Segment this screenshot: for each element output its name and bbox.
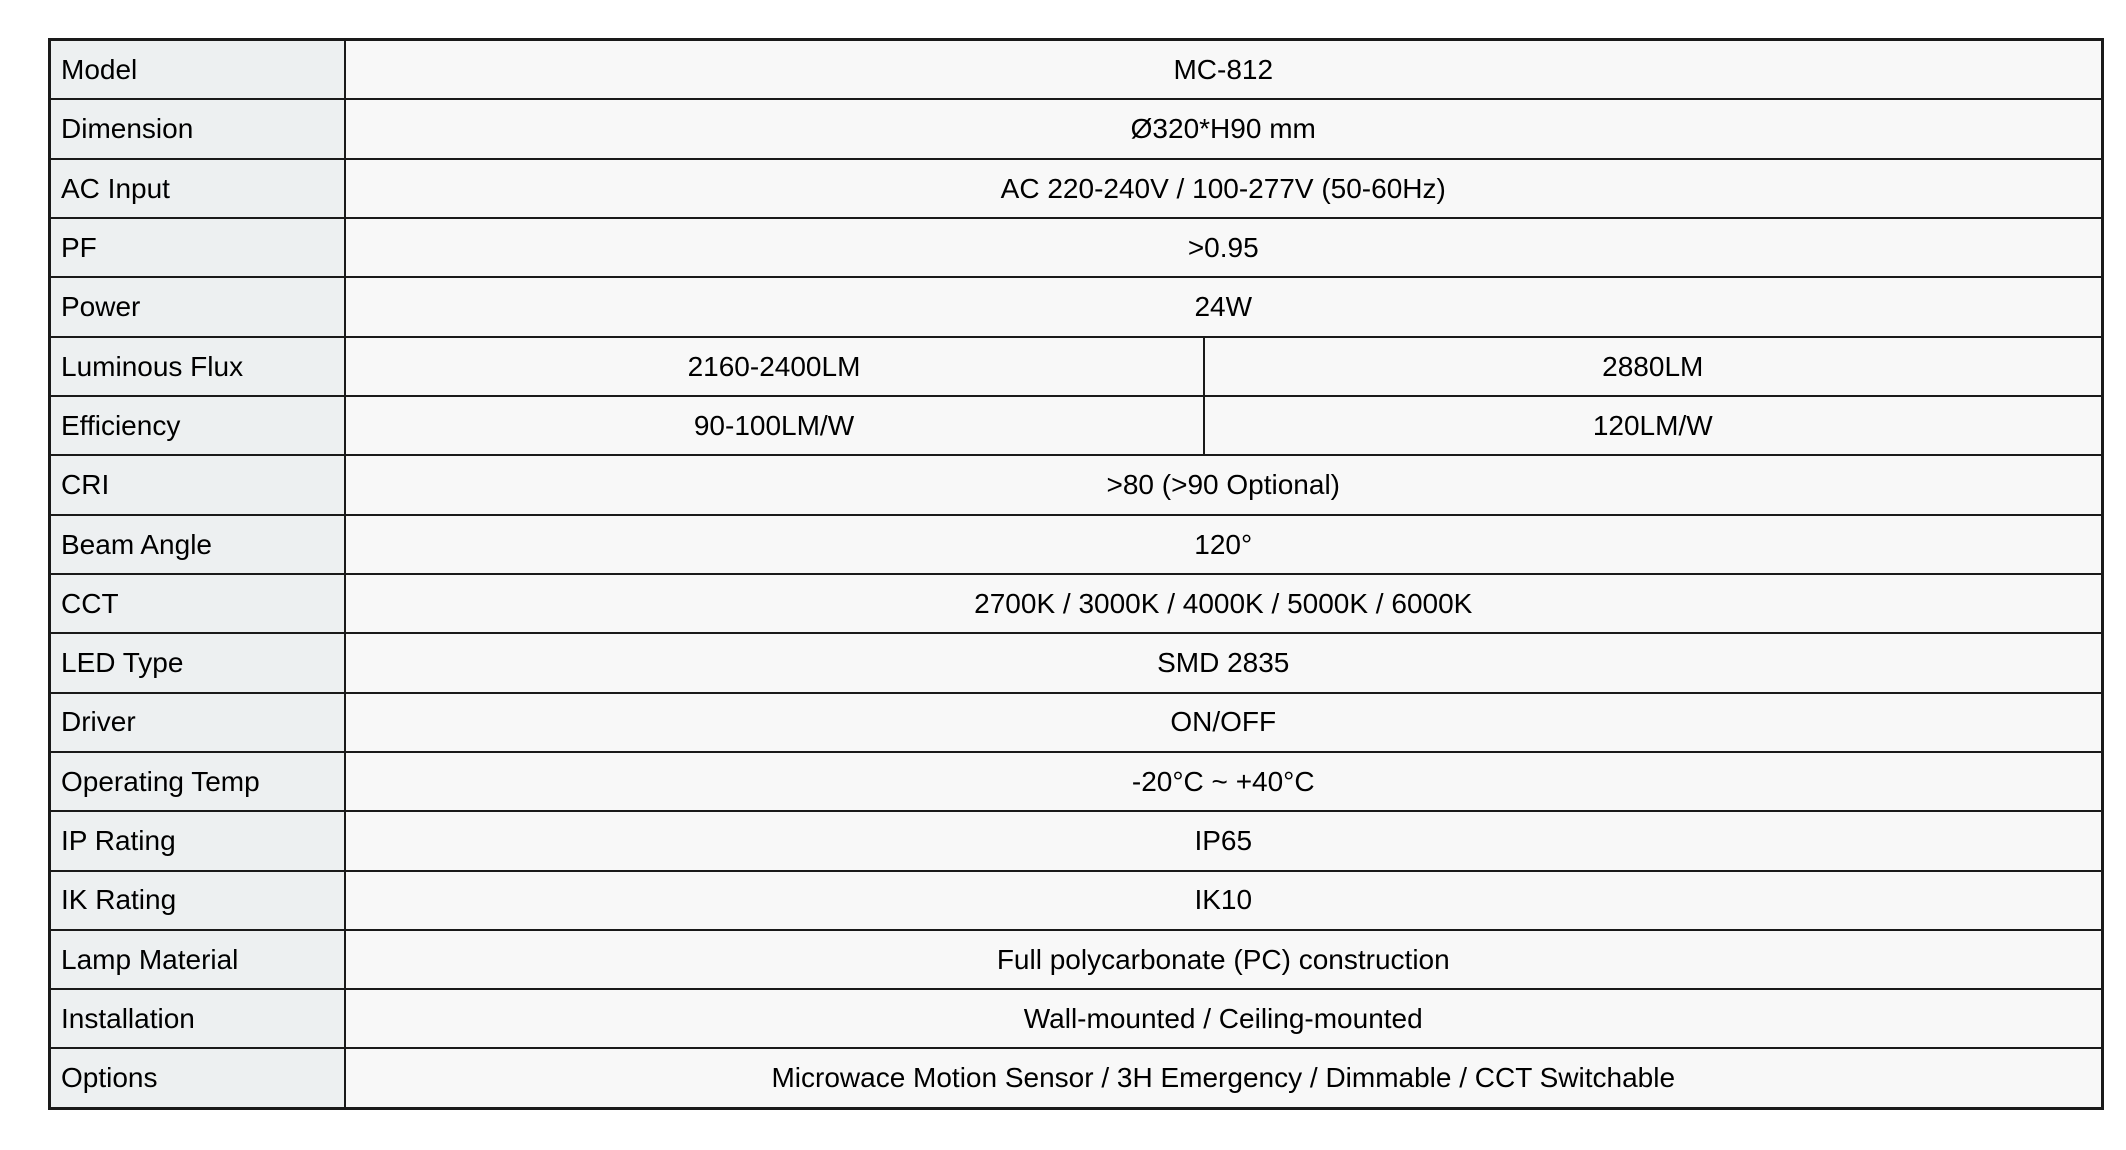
spec-label-installation: Installation [50,989,345,1048]
spec-value-ac-input: AC 220-240V / 100-277V (50-60Hz) [345,159,2103,218]
spec-label-cct: CCT [50,574,345,633]
spec-label-options: Options [50,1048,345,1108]
spec-value-lamp-material: Full polycarbonate (PC) construction [345,930,2103,989]
table-row [50,871,2103,930]
table-row [50,574,2103,633]
table-row [50,811,2103,870]
table-row [50,633,2103,692]
table-row [50,455,2103,514]
spec-label-ip-rating: IP Rating [50,811,345,870]
table-row [50,218,2103,277]
spec-value-driver: ON/OFF [345,693,2103,752]
spec-label-lamp-material: Lamp Material [50,930,345,989]
table-row [50,337,2103,396]
spec-label-model: Model [50,40,345,100]
table-row [50,396,2103,455]
spec-label-ac-input: AC Input [50,159,345,218]
spec-label-power: Power [50,277,345,336]
spec-label-ik-rating: IK Rating [50,871,345,930]
spec-value-ip-rating: IP65 [345,811,2103,870]
table-row [50,693,2103,752]
spec-value-efficiency-standard: 90-100LM/W [345,396,1204,455]
spec-value-luminous-flux-standard: 2160-2400LM [345,337,1204,396]
spec-label-driver: Driver [50,693,345,752]
spec-value-luminous-flux-high: 2880LM [1204,337,2103,396]
spec-label-led-type: LED Type [50,633,345,692]
spec-value-installation: Wall-mounted / Ceiling-mounted [345,989,2103,1048]
spec-label-luminous-flux: Luminous Flux [50,337,345,396]
spec-value-cct: 2700K / 3000K / 4000K / 5000K / 6000K [345,574,2103,633]
spec-value-cri: >80 (>90 Optional) [345,455,2103,514]
spec-label-beam-angle: Beam Angle [50,515,345,574]
spec-label-pf: PF [50,218,345,277]
spec-value-ik-rating: IK10 [345,871,2103,930]
spec-value-pf: >0.95 [345,218,2103,277]
spec-value-power: 24W [345,277,2103,336]
spec-value-dimension: Ø320*H90 mm [345,99,2103,158]
spec-label-cri: CRI [50,455,345,514]
table-row [50,515,2103,574]
spec-label-efficiency: Efficiency [50,396,345,455]
spec-label-dimension: Dimension [50,99,345,158]
table-row [50,40,2103,100]
spec-value-led-type: SMD 2835 [345,633,2103,692]
spec-value-model: MC-812 [345,40,2103,100]
spec-value-beam-angle: 120° [345,515,2103,574]
table-row [50,277,2103,336]
table-row [50,1048,2103,1108]
spec-table [48,38,2104,1110]
table-row [50,989,2103,1048]
spec-label-operating-temp: Operating Temp [50,752,345,811]
table-row [50,930,2103,989]
table-row [50,159,2103,218]
table-row [50,752,2103,811]
spec-value-operating-temp: -20°C ~ +40°C [345,752,2103,811]
spec-value-efficiency-high: 120LM/W [1204,396,2103,455]
spec-value-options: Microwace Motion Sensor / 3H Emergency / Dimmable / CCT Switchable [345,1048,2103,1108]
table-row [50,99,2103,158]
